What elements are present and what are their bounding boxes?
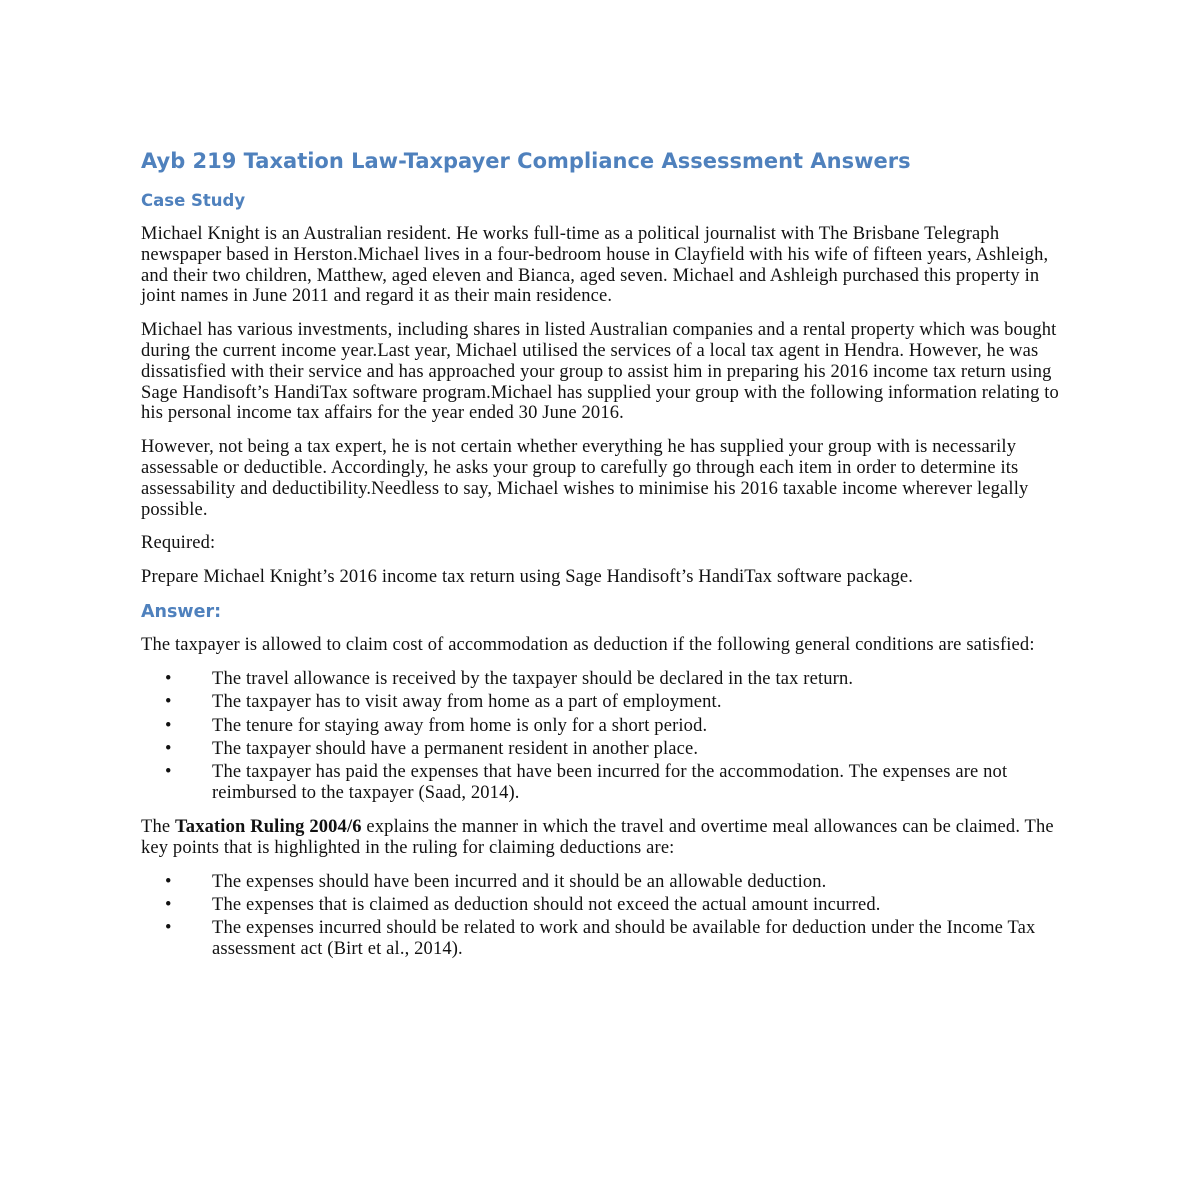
ruling-paragraph: [141, 817, 1061, 859]
list-item: [141, 739, 1061, 760]
list-item-text: The expenses should have been incurred and it should be an allowable deduction.: [212, 871, 827, 892]
required-task: Prepare Michael Knight’s 2016 income tax return using Sage Handisoft’s HandiTax software package.: [141, 567, 914, 588]
list-item: [141, 872, 1061, 893]
key-points-list: [141, 872, 1061, 960]
list-item-text: The expenses that is claimed as deduction should not exceed the actual amount incurred.: [212, 894, 881, 915]
conditions-list: [141, 669, 1061, 804]
required-label: Required:: [141, 533, 216, 554]
answer-heading: Answer:: [141, 601, 222, 622]
list-item-text: The taxpayer has to visit away from home as a part of employment.: [212, 692, 722, 713]
case-study-heading: Case Study: [141, 191, 246, 210]
bullet-icon: •: [165, 894, 172, 915]
bullet-icon: •: [165, 918, 172, 939]
list-item-text: The taxpayer has paid the expenses that have been incurred for the accommodation. The expenses are not reimbursed to the taxpayer (Saad, 2014).: [212, 762, 1008, 804]
ruling-reference: Taxation Ruling 2004/6: [175, 816, 362, 837]
bullet-icon: •: [165, 871, 172, 892]
ruling-post: explains the manner in which the travel and overtime meal allowances can be claimed. The key points that is highlighted in the ruling for claiming deductions are:: [141, 816, 1054, 858]
document-page: [141, 146, 1061, 973]
bullet-icon: •: [165, 668, 172, 689]
list-item: [141, 716, 1061, 737]
document-title: Ayb 219 Taxation Law-Taxpayer Compliance Assessment Answers: [141, 149, 911, 173]
ruling-pre: The: [141, 816, 175, 837]
bullet-icon: •: [165, 715, 172, 736]
list-item-text: The taxpayer should have a permanent resident in another place.: [212, 738, 699, 759]
answer-intro: The taxpayer is allowed to claim cost of accommodation as deduction if the following general conditions are satisfied:: [141, 634, 1035, 655]
list-item-text: The expenses incurred should be related to work and should be available for deduction under the Income Tax assessment act (Birt et al., 2014).: [212, 918, 1036, 960]
list-item: [141, 895, 1061, 916]
bullet-icon: •: [165, 762, 172, 783]
case-paragraph-2: Michael has various investments, including shares in listed Australian companies and a rental property which was bought during the current income year.Last year, Michael utilised the services of a local tax agent in Hendra. However, he was dissatisfied with their service and has approached your group to assist him in preparing his 2016 income tax return using Sage Handisoft’s HandiTax software program.Michael has supplied your group with the following information relating to his personal income tax affairs for the year ended 30 June 2016.: [141, 320, 1059, 424]
bullet-icon: •: [165, 692, 172, 713]
bullet-icon: •: [165, 738, 172, 759]
case-paragraph-3: However, not being a tax expert, he is not certain whether everything he has supplied your group with is necessarily assessable or deductible. Accordingly, he asks your group to carefully go through each item in order to determine its assessability and deductibility.Needless to say, Michael wishes to minimise his 2016 taxable income wherever legally possible.: [141, 437, 1029, 520]
list-item: [141, 692, 1061, 713]
list-item: [141, 669, 1061, 690]
list-item-text: The travel allowance is received by the taxpayer should be declared in the tax return.: [212, 668, 854, 689]
list-item: [141, 762, 1061, 804]
list-item: [141, 918, 1061, 960]
case-paragraph-1: Michael Knight is an Australian resident. He works full-time as a political journalist with The Brisbane Telegraph newspaper based in Herston.Michael lives in a four-bedroom house in Clayfield with his wife of fifteen years, Ashleigh, and their two children, Matthew, aged eleven and Bianca, aged seven. Michael and Ashleigh purchased this property in joint names in June 2011 and regard it as their main residence.: [141, 224, 1049, 307]
list-item-text: The tenure for staying away from home is only for a short period.: [212, 715, 708, 736]
